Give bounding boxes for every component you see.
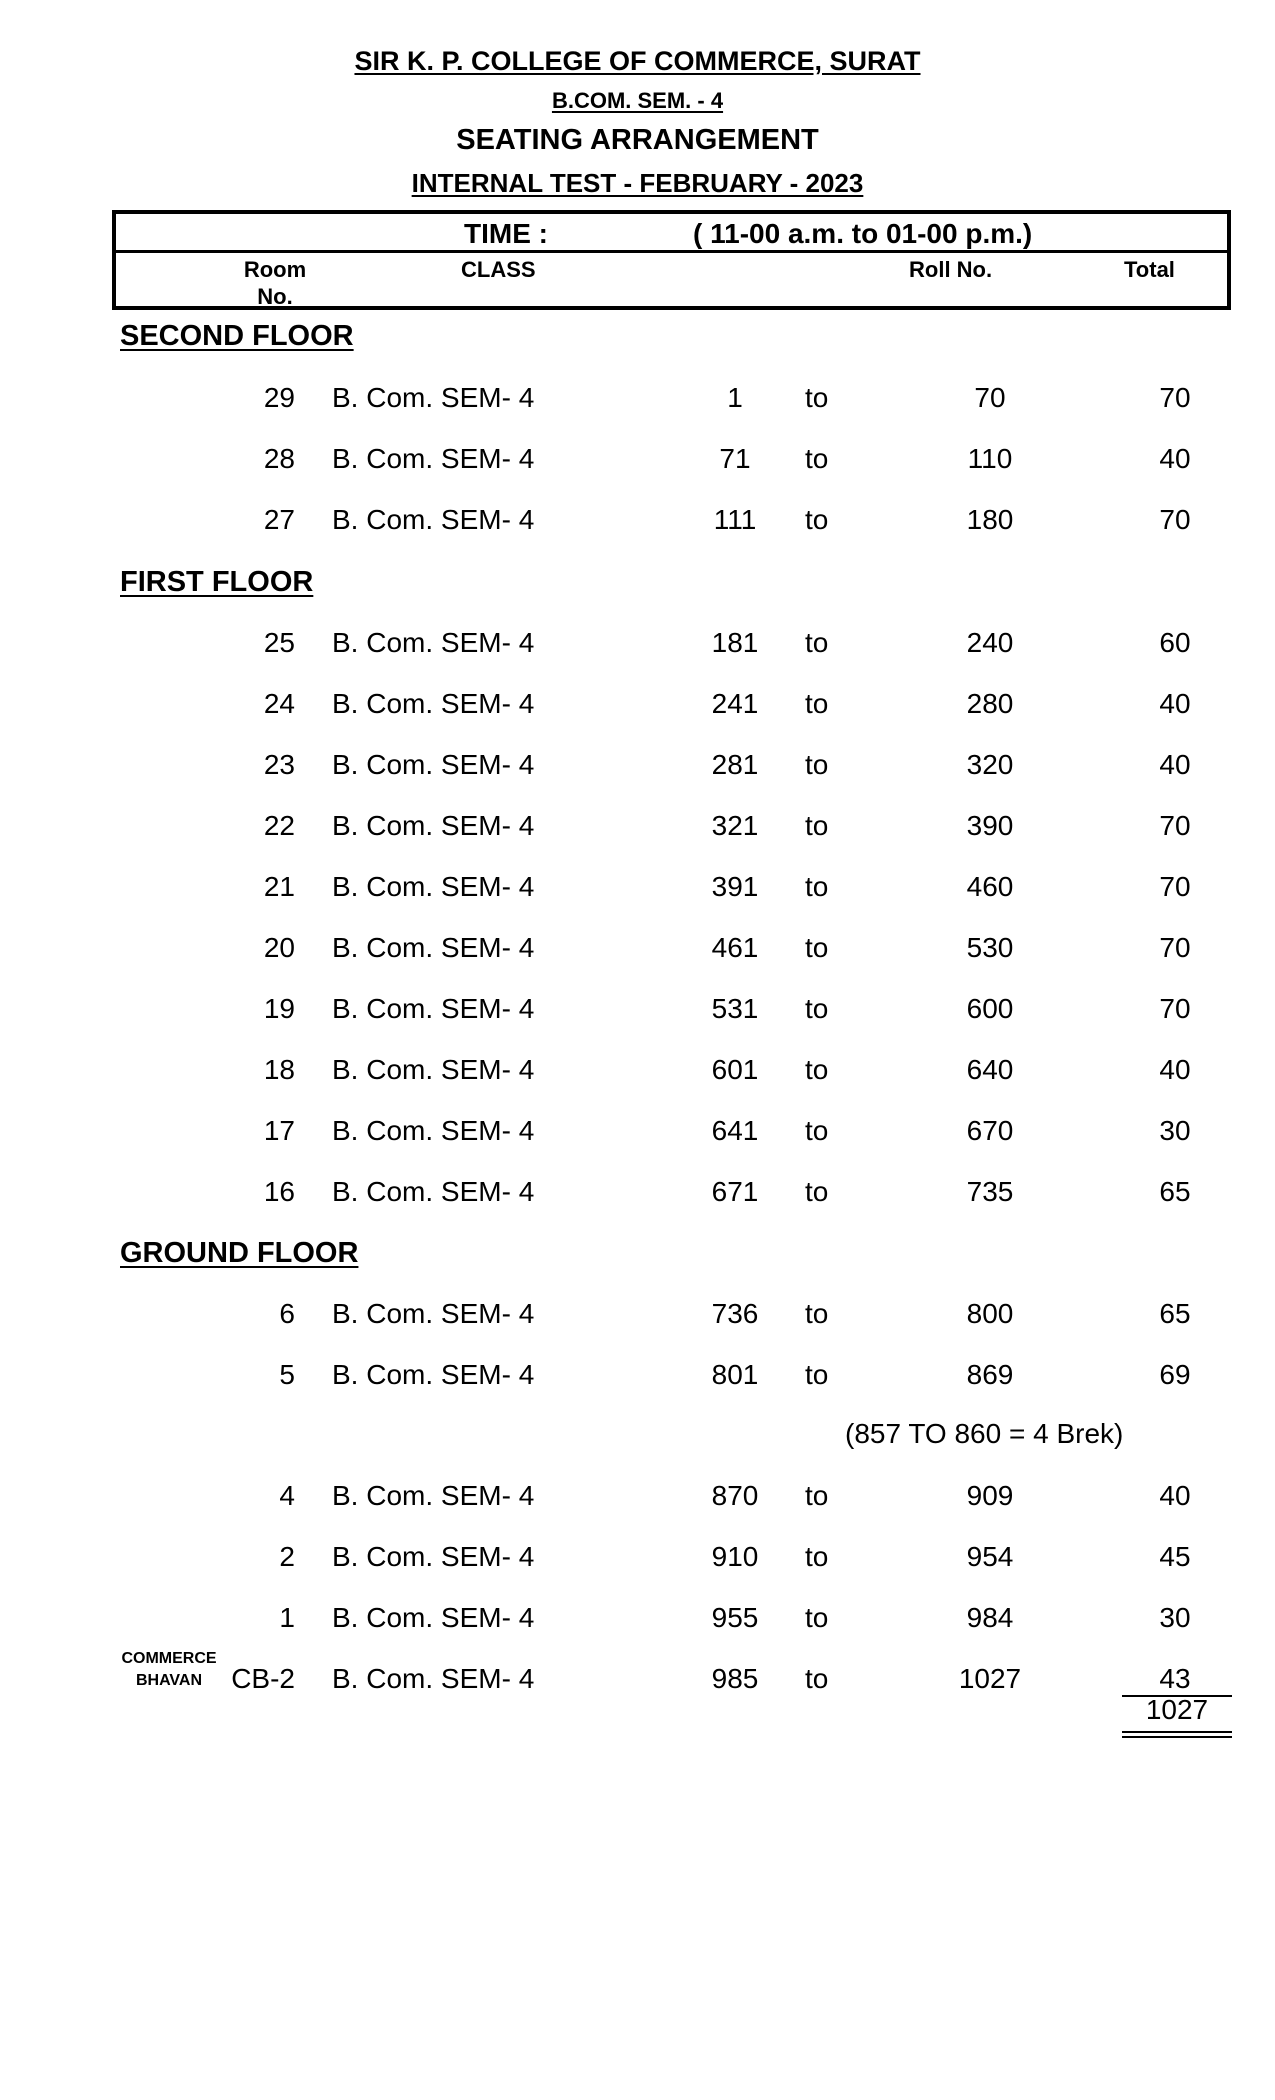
roll-from: 910 [711, 1541, 759, 1572]
row-total: 70 [1159, 382, 1191, 413]
roll-till: 640 [966, 1054, 1014, 1085]
row-total: 65 [1159, 1176, 1191, 1207]
roll-till: 320 [966, 749, 1014, 780]
roll-from: 181 [711, 627, 759, 658]
room-number: 28 [263, 443, 295, 474]
room-number: 22 [263, 810, 295, 841]
floor-heading-ground: GROUND FLOOR [120, 1237, 359, 1269]
class-name: B. Com. SEM- 4 [332, 1176, 535, 1207]
row-total: 70 [1159, 810, 1191, 841]
table-row [0, 504, 1275, 544]
table-row [0, 1176, 1275, 1216]
room-number: 20 [263, 932, 295, 963]
class-name: B. Com. SEM- 4 [332, 993, 535, 1024]
roll-to-word: to [805, 1359, 829, 1390]
column-header-roll: Roll No. [909, 257, 993, 282]
class-name: B. Com. SEM- 4 [332, 382, 535, 413]
table-row [0, 443, 1275, 483]
roll-from: 671 [711, 1176, 759, 1207]
document-title: SEATING ARRANGEMENT [456, 124, 819, 156]
header-divider [116, 250, 1227, 253]
room-number: 16 [263, 1176, 295, 1207]
roll-till: 460 [966, 871, 1014, 902]
roll-till: 110 [967, 443, 1013, 474]
table-row [0, 627, 1275, 667]
course-title: B.COM. SEM. - 4 [551, 88, 724, 113]
table-row [0, 810, 1275, 850]
roll-till: 800 [966, 1298, 1014, 1329]
table-row [0, 1663, 1275, 1703]
roll-till: 70 [974, 382, 1006, 413]
time-label: TIME : [464, 218, 548, 249]
column-header-total: Total [1124, 257, 1175, 282]
roll-till: 984 [966, 1602, 1014, 1633]
table-row [0, 1541, 1275, 1581]
roll-till: 735 [966, 1176, 1014, 1207]
class-name: B. Com. SEM- 4 [332, 443, 535, 474]
room-number: CB-2 [231, 1663, 295, 1694]
row-total: 70 [1159, 871, 1191, 902]
roll-from: 955 [711, 1602, 759, 1633]
roll-to-word: to [805, 1054, 829, 1085]
double-rule-bottom [1122, 1736, 1232, 1738]
roll-from: 391 [711, 871, 759, 902]
room-number: 6 [279, 1298, 295, 1329]
row-total: 40 [1159, 443, 1191, 474]
roll-from: 321 [711, 810, 759, 841]
row-total: 69 [1159, 1359, 1191, 1390]
row-total: 30 [1159, 1602, 1191, 1633]
roll-till: 390 [966, 810, 1014, 841]
roll-to-word: to [805, 1663, 829, 1694]
roll-to-word: to [805, 504, 829, 535]
roll-to-word: to [805, 932, 829, 963]
roll-from: 1 [727, 382, 743, 413]
row-total: 40 [1159, 1054, 1191, 1085]
row-total: 45 [1159, 1541, 1191, 1572]
room-number: 2 [279, 1541, 295, 1572]
room-number: 5 [279, 1359, 295, 1390]
table-row [0, 871, 1275, 911]
floor-heading-second: SECOND FLOOR [120, 320, 354, 352]
table-row [0, 1054, 1275, 1094]
roll-from: 801 [711, 1359, 759, 1390]
row-total: 43 [1159, 1663, 1191, 1694]
floor-heading-first: FIRST FLOOR [120, 566, 314, 598]
roll-from: 985 [711, 1663, 759, 1694]
roll-till: 909 [966, 1480, 1014, 1511]
table-row [0, 1480, 1275, 1520]
row-total: 60 [1159, 627, 1191, 658]
class-name: B. Com. SEM- 4 [332, 1115, 535, 1146]
room-number: 25 [263, 627, 295, 658]
roll-till: 280 [966, 688, 1014, 719]
table-row [0, 749, 1275, 789]
roll-from: 281 [711, 749, 759, 780]
room-number: 4 [279, 1480, 295, 1511]
row-total: 65 [1159, 1298, 1191, 1329]
row-total: 70 [1159, 932, 1191, 963]
roll-from: 241 [711, 688, 759, 719]
exam-title: INTERNAL TEST - FEBRUARY - 2023 [411, 168, 864, 198]
roll-till: 1027 [958, 1663, 1022, 1694]
room-number: 19 [263, 993, 295, 1024]
table-row [0, 382, 1275, 422]
roll-to-word: to [805, 1115, 829, 1146]
roll-from: 461 [711, 932, 759, 963]
class-name: B. Com. SEM- 4 [332, 1480, 535, 1511]
room-number: 24 [263, 688, 295, 719]
roll-to-word: to [805, 810, 829, 841]
class-name: B. Com. SEM- 4 [332, 749, 535, 780]
class-name: B. Com. SEM- 4 [332, 1663, 535, 1694]
room-number: 17 [263, 1115, 295, 1146]
roll-till: 869 [966, 1359, 1014, 1390]
class-name: B. Com. SEM- 4 [332, 1054, 535, 1085]
break-note: (857 TO 860 = 4 Brek) [845, 1418, 1124, 1449]
roll-to-word: to [805, 749, 829, 780]
table-header-box [112, 210, 1231, 310]
roll-to-word: to [805, 993, 829, 1024]
room-number: 18 [263, 1054, 295, 1085]
grand-total: 1027 [1145, 1694, 1209, 1725]
table-row [0, 993, 1275, 1033]
table-row [0, 932, 1275, 972]
row-total: 40 [1159, 749, 1191, 780]
class-name: B. Com. SEM- 4 [332, 871, 535, 902]
class-name: B. Com. SEM- 4 [332, 1359, 535, 1390]
row-total: 30 [1159, 1115, 1191, 1146]
roll-to-word: to [805, 1602, 829, 1633]
roll-to-word: to [805, 1541, 829, 1572]
class-name: B. Com. SEM- 4 [332, 1541, 535, 1572]
roll-from: 736 [711, 1298, 759, 1329]
row-total: 40 [1159, 688, 1191, 719]
column-header-room: Room No. [243, 257, 307, 309]
roll-from: 71 [719, 443, 751, 474]
roll-till: 600 [966, 993, 1014, 1024]
class-name: B. Com. SEM- 4 [332, 810, 535, 841]
roll-till: 530 [966, 932, 1014, 963]
room-number: 29 [263, 382, 295, 413]
double-rule-top [1122, 1731, 1232, 1733]
roll-to-word: to [805, 1298, 829, 1329]
roll-to-word: to [805, 688, 829, 719]
roll-from: 601 [711, 1054, 759, 1085]
time-value: ( 11-00 a.m. to 01-00 p.m.) [693, 218, 1033, 249]
table-row [0, 1298, 1275, 1338]
row-total: 70 [1159, 504, 1191, 535]
college-name: SIR K. P. COLLEGE OF COMMERCE, SURAT [354, 46, 921, 76]
table-row [0, 1359, 1275, 1399]
class-name: B. Com. SEM- 4 [332, 1602, 535, 1633]
roll-till: 954 [966, 1541, 1014, 1572]
roll-from: 531 [711, 993, 759, 1024]
table-row [0, 1115, 1275, 1155]
room-number: 27 [263, 504, 295, 535]
class-name: B. Com. SEM- 4 [332, 627, 535, 658]
class-name: B. Com. SEM- 4 [332, 688, 535, 719]
roll-to-word: to [805, 1480, 829, 1511]
table-row [0, 1602, 1275, 1642]
room-number: 21 [263, 871, 295, 902]
roll-to-word: to [805, 627, 829, 658]
roll-till: 180 [966, 504, 1014, 535]
class-name: B. Com. SEM- 4 [332, 1298, 535, 1329]
roll-to-word: to [805, 443, 829, 474]
table-row [0, 688, 1275, 728]
roll-from: 111 [713, 504, 757, 535]
roll-to-word: to [805, 871, 829, 902]
roll-till: 240 [966, 627, 1014, 658]
commerce-bhavan-label: COMMERCE BHAVAN [121, 1650, 217, 1689]
class-name: B. Com. SEM- 4 [332, 504, 535, 535]
roll-from: 641 [711, 1115, 759, 1146]
room-number: 23 [263, 749, 295, 780]
column-header-class: CLASS [461, 257, 536, 282]
row-total: 40 [1159, 1480, 1191, 1511]
roll-till: 670 [966, 1115, 1014, 1146]
roll-to-word: to [805, 382, 829, 413]
roll-to-word: to [805, 1176, 829, 1207]
roll-from: 870 [711, 1480, 759, 1511]
row-total: 70 [1159, 993, 1191, 1024]
class-name: B. Com. SEM- 4 [332, 932, 535, 963]
room-number: 1 [279, 1602, 295, 1633]
